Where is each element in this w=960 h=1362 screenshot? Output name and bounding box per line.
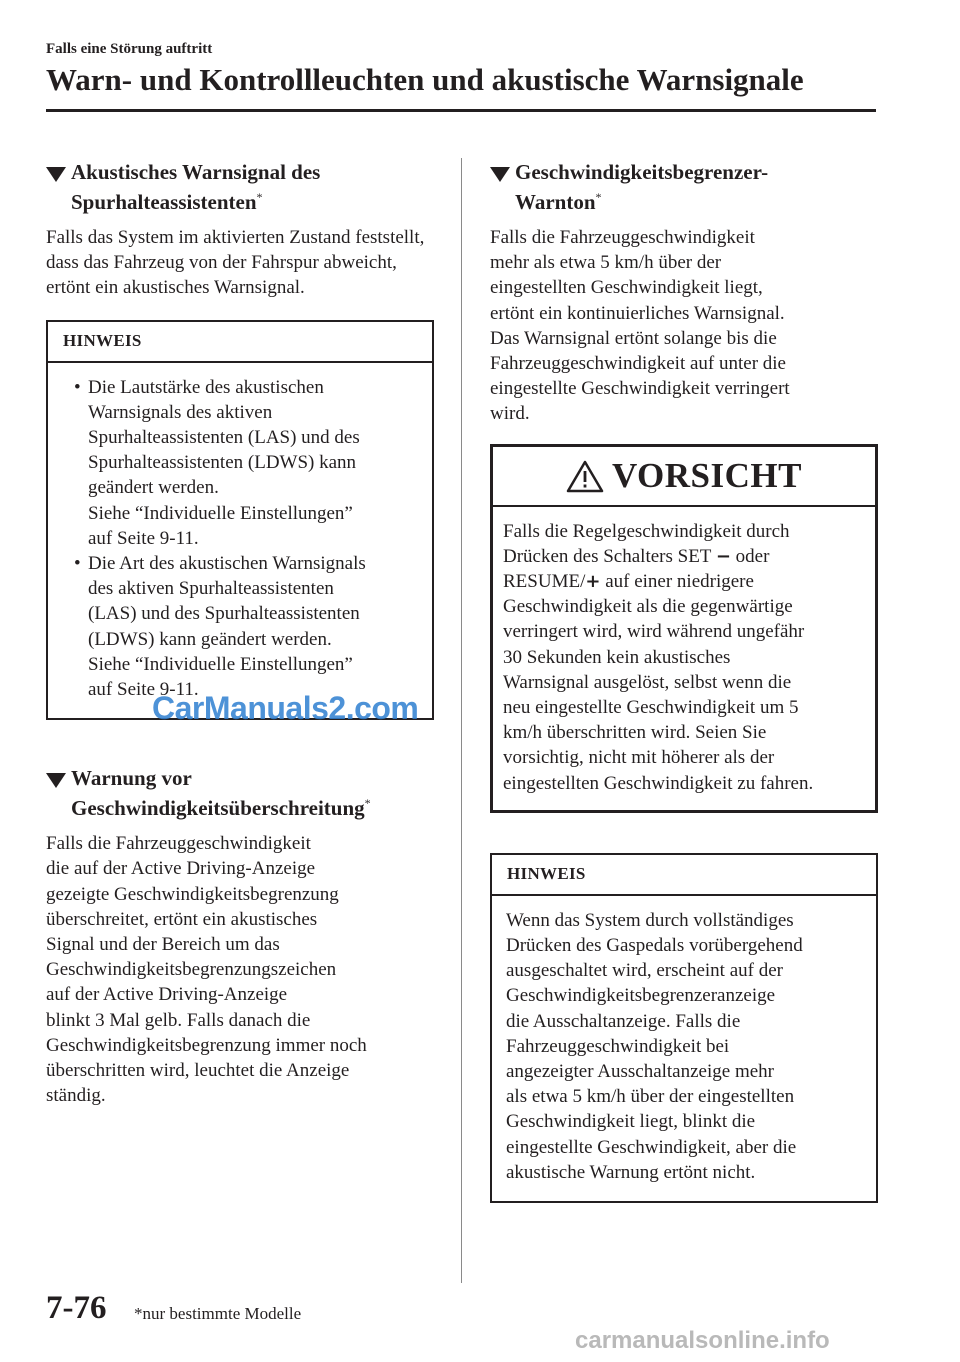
text-fragment: RESUME/ (503, 571, 586, 593)
text-line: auf der Active Driving-Anzeige (46, 984, 288, 1006)
bullet-line: auf Seite 9-11. (88, 527, 199, 549)
text-line: Geschwindigkeitsbegrenzeranzeige (506, 985, 776, 1007)
text-line: wird. (490, 403, 530, 425)
text-line: Fahrzeuggeschwindigkeit auf unter die (490, 353, 786, 375)
note-label: HINWEIS (492, 855, 876, 896)
warning-triangle-icon (566, 459, 604, 493)
text-line: eingestellten Geschwindigkeit liegt, (490, 277, 763, 299)
bullet-line: geändert werden. (88, 477, 219, 499)
section-title-lane-warning (46, 160, 434, 215)
text-line: Signal und der Bereich um das (46, 934, 280, 956)
triangle-down-icon (490, 167, 510, 182)
text-line: blinkt 3 Mal gelb. Falls danach die (46, 1009, 311, 1031)
paragraph (490, 225, 878, 427)
text-line: Wenn das System durch vollständiges (506, 909, 794, 931)
bullet-line: des aktiven Spurhalteassistenten (88, 578, 334, 600)
text-line: ertönt ein kontinuierliches Warnsignal. (490, 302, 785, 324)
text-line: Falls die Fahrzeuggeschwindigkeit (490, 227, 755, 248)
text-line: akustische Warnung ertönt nicht. (506, 1161, 756, 1183)
header-rule (46, 109, 876, 112)
right-column (490, 160, 878, 1203)
text-line: die auf der Active Driving-Anzeige (46, 858, 316, 880)
section-title-speed-warning (46, 766, 434, 821)
footer-watermark: carmanualsonline.info (575, 1327, 830, 1354)
watermark-overlay: CarManuals2.com (152, 690, 419, 726)
bullet-line: Siehe “Individuelle Einstellungen” (88, 653, 353, 675)
note-box (490, 853, 878, 1203)
bullet-line: (LDWS) kann geändert werden. (88, 628, 332, 650)
text-line: Geschwindigkeitsbegrenzungszeichen (46, 959, 337, 981)
section-title-line: Geschwindigkeitsbegrenzer- (515, 160, 769, 184)
section-title-line: Warnung vor (71, 766, 192, 791)
caution-box (490, 444, 878, 813)
plus-icon: + (585, 571, 601, 593)
bullet-line: Spurhalteassistenten (LAS) und des (88, 427, 360, 449)
text-line: Geschwindigkeit als die gegenwärtige (503, 596, 793, 618)
text-line: verringert wird, wird während ungefähr (503, 621, 805, 643)
text-fragment: Drücken des Schalters SET (503, 545, 716, 567)
note-body (492, 896, 876, 1201)
text-line: Das Warnsignal ertönt solange bis die (490, 327, 777, 349)
left-column (46, 160, 434, 1108)
bullet-line: Warnsignals des aktiven (88, 401, 273, 423)
text-line: Warnsignal ausgelöst, selbst wenn die (503, 671, 792, 693)
text-line: neu eingestellte Geschwindigkeit um 5 (503, 697, 799, 719)
text-line: eingestellte Geschwindigkeit, aber die (506, 1136, 797, 1158)
text-line: eingestellten Geschwindigkeit zu fahren. (503, 772, 814, 794)
text-fragment: auf einer niedrigere (600, 571, 754, 593)
text-line: die Ausschaltanzeige. Falls die (506, 1010, 741, 1032)
asterisk-mark: * (595, 190, 602, 204)
page-title: Warn- und Kontrollleuchten und akustische Warnsignale (46, 62, 804, 97)
text-line: eingestellte Geschwindigkeit verringert (490, 378, 790, 400)
text-line: mehr als etwa 5 km/h über der (490, 252, 722, 274)
text-line: überschreitet, ertönt ein akustisches (46, 908, 318, 930)
caution-label: VORSICHT (611, 455, 802, 495)
bullet-line: Siehe “Individuelle Einstellungen” (88, 502, 353, 524)
section-title-line: Warnton (515, 190, 596, 214)
bullet-line: (LAS) und des Spurhalteassistenten (88, 603, 360, 625)
triangle-down-icon (46, 773, 66, 788)
bullet-dot: • (74, 376, 81, 398)
bullet-line: Die Lautstärke des akustischen (88, 376, 324, 398)
footnote: *nur bestimmte Modelle (134, 1304, 302, 1323)
note-box (46, 320, 434, 721)
section-title-line: Akustisches Warnsignal des (71, 160, 321, 184)
text-line: Geschwindigkeit liegt, blinkt die (506, 1111, 756, 1133)
page-header (46, 40, 876, 100)
text-line: Drücken des Gaspedals vorübergehend (506, 935, 803, 957)
paragraph (46, 831, 434, 1108)
asterisk-mark: * (364, 796, 371, 811)
page-number: 7-76 (46, 1290, 107, 1326)
section-title-limiter-tone (490, 160, 878, 215)
text-line: ständig. (46, 1085, 106, 1107)
text-line: ausgeschaltet wird, erscheint auf der (506, 960, 783, 982)
bullet-item (62, 551, 418, 702)
text-line: überschritten wird, leuchtet die Anzeige (46, 1060, 350, 1082)
text-fragment: oder (730, 545, 770, 567)
triangle-down-icon (46, 167, 66, 182)
text-line: Fahrzeuggeschwindigkeit bei (506, 1035, 730, 1057)
bullet-line: Die Art des akustischen Warnsignals (88, 553, 366, 575)
caution-body (493, 507, 875, 810)
text-line: Geschwindigkeitsbegrenzung immer noch (46, 1034, 367, 1056)
text-line (503, 544, 865, 569)
column-divider (461, 158, 462, 1283)
bullet-line: Spurhalteassistenten (LDWS) kann (88, 452, 357, 474)
text-line: Falls die Regelgeschwindigkeit durch (503, 520, 790, 542)
text-line: Falls die Fahrzeuggeschwindigkeit (46, 833, 311, 855)
text-line: gezeigte Geschwindigkeitsbegrenzung (46, 883, 339, 905)
text-line: 30 Sekunden kein akustisches (503, 646, 731, 668)
note-body (48, 363, 432, 719)
bullet-line: auf Seite 9-11. (88, 679, 199, 701)
asterisk-mark: * (256, 190, 263, 204)
section-title-line: Geschwindigkeitsüberschreitung (71, 796, 365, 821)
paragraph: Falls das System im aktivierten Zustand feststellt, dass das Fahrzeug von der Fahrspur abweicht, ertönt ein akustisches Warnsignal. (46, 227, 425, 299)
note-label: HINWEIS (48, 322, 432, 363)
section-title-line: Spurhalteassistenten (71, 190, 257, 214)
text-line: angezeigter Ausschaltanzeige mehr (506, 1061, 774, 1083)
bullet-dot: • (74, 553, 81, 575)
minus-icon: − (715, 545, 731, 567)
text-line (503, 569, 865, 594)
text-line: als etwa 5 km/h über der eingestellten (506, 1086, 795, 1108)
text-line: km/h überschritten wird. Seien Sie (503, 722, 767, 744)
chapter-name: Falls eine Störung auftritt (46, 41, 213, 57)
bullet-item (62, 375, 418, 551)
text-line: vorsichtig, nicht mit höherer als der (503, 747, 775, 769)
caution-header (493, 447, 875, 507)
